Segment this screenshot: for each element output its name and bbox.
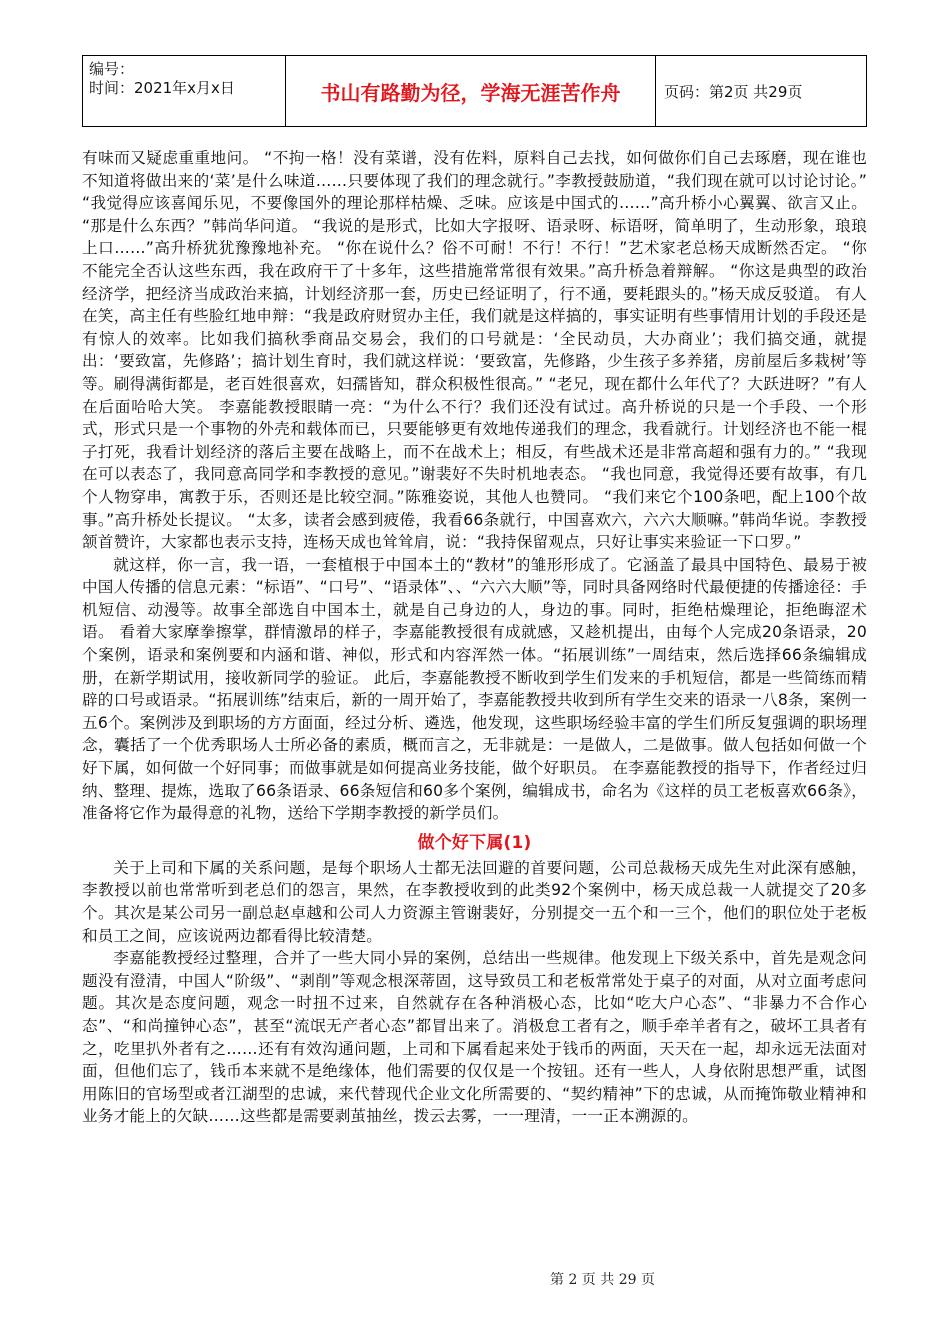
body-paragraph: 就这样，你一言，我一语，一套植根于中国本土的“教材”的雏形形成了。它涵盖了最具中国特色、最易于被中国人传播的信息元素：“标语”、“口号”、“语录体”、、“六六大顺”等，同时具备网络时代最便捷的传播途径：手机短信、动漫等。故事全部选自中国本土，就是自己身边的人，身边的事。同时，拒绝枯燥理论，拒绝晦涩术语。 看着大家摩拳擦掌，群情激昂的样子，李嘉能教授很有成就感，又趁机提出，由每个人完成20条语录，20个案例，语录和案例要和内涵和谐、神似，形式和内容浑然一体。“拓展训练”一周结束，然后选择66条编辑成册，在新学期试用，接收新同学的验证。 此后，李嘉能教授不断收到学生们发来的手机短信，都是一些简练而精辟的口号或语录。“拓展训练”结束后，新的一周开始了，李嘉能教授共收到所有学生交来的语录一八8条，案例一五6个。案例涉及到职场的方方面面，经过分析、遴选，他发现，这些职场经验丰富的学生们所反复强调的职场理念，囊括了一个优秀职场人士所必备的素质，概而言之，无非就是：一是做人，二是做事。做人包括如何做一个好下属，如何做一个好同事；而做事就是如何提高业务技能，做个好职员。 在李嘉能教授的指导下，作者经过归纳、整理、提炼，选取了66条语录、66条短信和60多个案例，编辑成书，命名为《这样的员工老板喜欢66条》，准备将它作为最得意的礼物，送给下学期李教授的新学员们。 — [82, 555, 867, 823]
time-label: 时间：2021年x月x日 — [89, 79, 235, 97]
header-meta — [83, 56, 286, 126]
header-page-label: 页码：第2页 共29页 — [664, 82, 803, 101]
number-label: 编号： — [89, 60, 135, 78]
page-header — [82, 55, 867, 127]
body-paragraph: 有味而又疑虑重重地问。 “不拘一格！没有菜谱，没有佐料，原料自己去找，如何做你们自己去琢磨，现在谁也不知道将做出来的‘菜’是什么味道……只要体现了我们的理念就行。”李教授鼓励道，“我们现在就可以讨论讨论。” “我觉得应该喜闻乐见，不要像国外的理论那样枯燥、乏味。应该是中国式的……”高升桥小心翼翼、欲言又止。 “那是什么东西？”韩尚华问道。 “我说的是形式，比如大字报呀、语录呀、标语呀，简单明了，生动形象，琅琅上口……”高升桥犹犹豫豫地补充。 “你在说什么？俗不可耐！不行！不行！”艺术家老总杨天成断然否定。 “你不能完全否认这些东西，我在政府干了十多年，这些措施常常很有效果。”高升桥急着辩解。 “你这是典型的政治经济学，把经济当成政治来搞，计划经济那一套，历史已经证明了，行不通，要耗跟头的。”杨天成反驳道。 有人在笑，高主任有些脸红地申辩：“我是政府财贸办主任，我们就是这样搞的，事实证明有些事情用计划的手段还是有惊人的效率。比如我们搞秋季商品交易会，我们的口号就是：‘全民动员，大办商业’；我们搞交通，就提出：‘要致富，先修路’；搞计划生育时，我们就这样说：‘要致富，先修路，少生孩子多养猪，房前屋后多栽树’等等。刷得满街都是，老百姓很喜欢，妇孺皆知，群众积极性很高。” “老兄，现在都什么年代了？大跃进呀？”有人在后面哈哈大笑。 李嘉能教授眼睛一亮：“为什么不行？我们还没有试过。高升桥说的只是一个手段、一个形式，形式只是一个事物的外壳和载体而已，只要能够更有效地传递我们的理念，我看就行。计划经济也不能一棍子打死，我看计划经济的落后主要在战略上，而不在战术上；相反，有些战术还是非常高超和强有力的。” “我现在可以表态了，我同意高同学和李教授的意见。”谢裴好不失时机地表态。 “我也同意，我觉得还要有故事，有几个人物穿串，寓教于乐，否则还是比较空洞。”陈雅姿说，其他人也赞同。 “我们来它个100条吧，配上100个故事。”高升桥处长提议。 “太多，读者会感到疲倦，我看66条就行，中国喜欢六，六六大顺嘛。”韩尚华说。李教授颔首赞许，大家都也表示支持，连杨天成也耸耸肩，说：“我持保留观点，只好让事实来验证一下口罗。” — [82, 149, 867, 552]
body-paragraph: 李嘉能教授经过整理，合并了一些大同小异的案例，总结出一些规律。他发现上下级关系中，首先是观念问题没有澄清，中国人“阶级”、“剥削”等观念根深蒂固，这导致员工和老板常常处于桌子的对面，从对立面考虑问题。其次是态度问题，观念一时扭不过来，自然就存在各种消极心态，比如“吃大户心态”、“非暴力不合作心态”、“和尚撞钟心态”，甚至“流氓无产者心态”都冒出来了。消极怠工者有之，顺手牵羊者有之，破坏工具者有之，吃里扒外者有之……还有有效沟通问题，上司和下属看起来处于钱币的两面，天天在一起，却永远无法面对面，但他们忘了，钱币本来就不是绝缘体，他们需要的仅仅是一个按钮。还有一些人，人身依附思想严重，试图用陈旧的官场型或者江湖型的忠诚，来代替现代企业文化所需要的、“契约精神”下的忠诚，从而掩饰敬业精神和业务才能上的欠缺……这些都是需要剥茧抽丝，拨云去雾，一一理清，一一正本溯源的。 — [82, 949, 867, 1126]
page-footer — [0, 1269, 950, 1289]
footer-page-number: 第 2 页 共 29 页 — [550, 1272, 655, 1288]
header-motto: 书山有路勤为径，学海无涯苦作舟 — [286, 56, 656, 126]
body-paragraph: 关于上司和下属的关系问题，是每个职场人士都无法回避的首要问题，公司总裁杨天成先生对此深有感触，李教授以前也常常听到老总们的怨言，果然，在李教授收到的此类92个案例中，杨天成总裁一人就提交了20多个。其次是某公司另一副总赵卓越和公司人力资源主管谢裴好，分别提交一五个和一三个，他们的职位处于老板和员工之间，应该说两边都看得比较清楚。 — [82, 858, 867, 945]
document-body — [82, 147, 867, 1128]
section-title: 做个好下属(1) — [417, 832, 532, 853]
